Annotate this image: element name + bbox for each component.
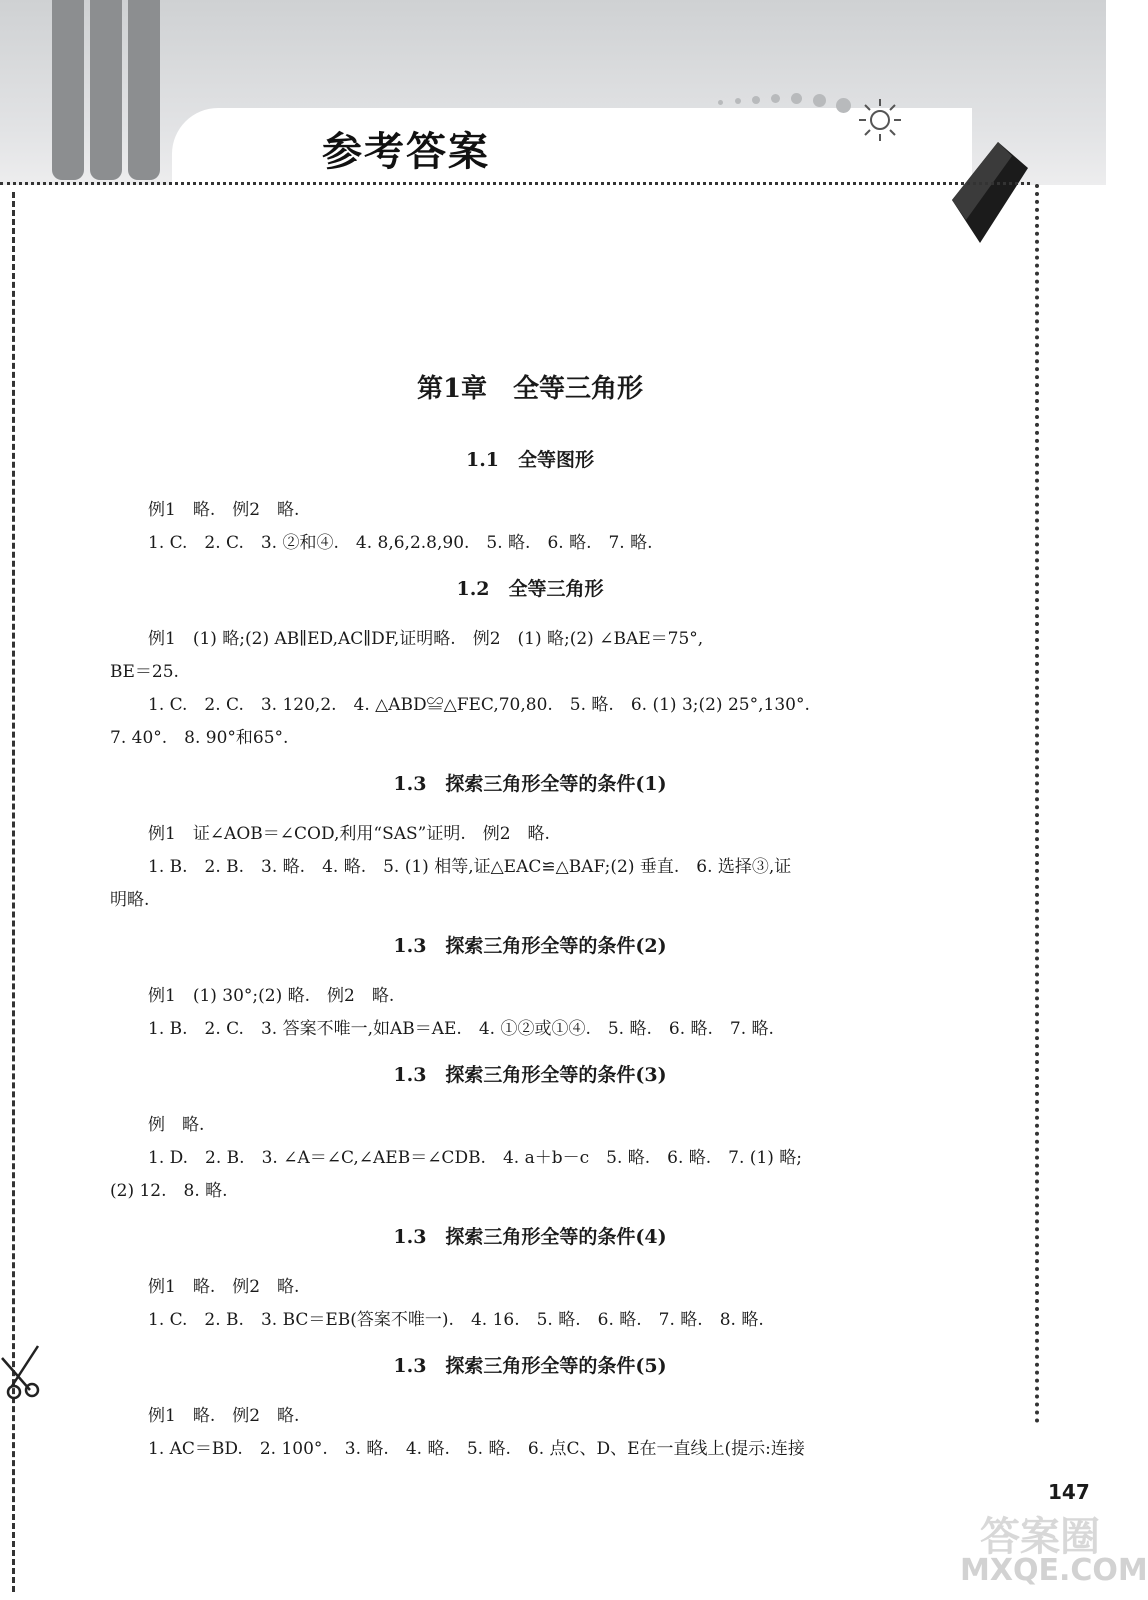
watermark-url: MXQE.COM xyxy=(960,1553,1148,1588)
section-title: 1.3 探索三角形全等的条件(2) xyxy=(393,935,667,957)
section-1-3-5 xyxy=(110,1351,950,1466)
answer-content xyxy=(110,368,950,1466)
answer-line: BE＝25. xyxy=(110,662,179,682)
decorative-stripe xyxy=(90,0,122,180)
decorative-dot xyxy=(791,93,802,104)
section-title: 1.3 探索三角形全等的条件(5) xyxy=(393,1355,667,1377)
answer-line: 1. B. 2. B. 3. 略. 4. 略. 5. (1) 相等,证△EAC≌△BAF;(2) 垂直. 6. 选择③,证 xyxy=(148,857,792,877)
chapter-title: 第1章 全等三角形 xyxy=(416,374,644,404)
answer-line: 例 略. xyxy=(148,1115,205,1135)
answer-line: 1. D. 2. B. 3. ∠A＝∠C,∠AEB＝∠CDB. 4. a＋b－c 5. 略. 6. 略. 7. (1) 略; xyxy=(148,1148,803,1168)
answer-line: 7. 40°. 8. 90°和65°. xyxy=(110,728,289,748)
section-title: 1.2 全等三角形 xyxy=(456,578,604,600)
title-tab xyxy=(172,108,972,190)
answer-line: 例1 证∠AOB＝∠COD,利用“SAS”证明. 例2 略. xyxy=(148,824,550,844)
decorative-stripe xyxy=(52,0,84,180)
section-1-3-2 xyxy=(110,931,950,1046)
answer-line: 例1 (1) 略;(2) AB∥ED,AC∥DF,证明略. 例2 (1) 略;(2) ∠BAE＝75°, xyxy=(148,629,704,649)
answer-line: 1. AC＝BD. 2. 100°. 3. 略. 4. 略. 5. 略. 6. 点C、D、E在一直线上(提示:连接 xyxy=(148,1439,805,1459)
section-1-1 xyxy=(110,445,950,560)
section-title: 1.3 探索三角形全等的条件(4) xyxy=(393,1226,667,1248)
decorative-dot xyxy=(735,98,741,104)
section-title: 1.3 探索三角形全等的条件(1) xyxy=(393,773,667,795)
answer-line: (2) 12. 8. 略. xyxy=(110,1181,228,1201)
answer-line: 1. C. 2. C. 3. ②和④. 4. 8,6,2.8,90. 5. 略. 6. 略. 7. 略. xyxy=(148,533,653,553)
answer-line: 例1 略. 例2 略. xyxy=(148,500,300,520)
page-title: 参考答案 xyxy=(322,129,490,175)
answer-line: 1. B. 2. C. 3. 答案不唯一,如AB＝AE. 4. ①②或①④. 5. 略. 6. 略. 7. 略. xyxy=(148,1019,774,1039)
decorative-dot xyxy=(813,94,826,107)
decorative-dot xyxy=(752,96,760,104)
answer-line: 1. C. 2. C. 3. 120,2. 4. △ABD≌△FEC,70,80. 5. 略. 6. (1) 3;(2) 25°,130°. xyxy=(148,695,810,715)
section-1-2 xyxy=(110,574,950,755)
sun-icon xyxy=(855,95,905,145)
section-title: 1.3 探索三角形全等的条件(3) xyxy=(393,1064,667,1086)
header-banner xyxy=(0,0,1106,185)
section-1-3-1 xyxy=(110,769,950,917)
decorative-stripe xyxy=(128,0,160,180)
answer-line: 例1 略. 例2 略. xyxy=(148,1277,300,1297)
top-dotted-border xyxy=(0,182,1030,185)
scissors-icon xyxy=(0,1340,42,1400)
answer-line: 例1 (1) 30°;(2) 略. 例2 略. xyxy=(148,986,395,1006)
answer-line: 明略. xyxy=(110,890,150,910)
diamond-icon xyxy=(950,140,1030,245)
page-number: 147 xyxy=(1048,1480,1090,1504)
decorative-dot xyxy=(771,94,780,103)
answer-line: 1. C. 2. B. 3. BC＝EB(答案不唯一). 4. 16. 5. 略. 6. 略. 7. 略. 8. 略. xyxy=(148,1310,764,1330)
decorative-dot xyxy=(836,98,851,113)
section-1-3-3 xyxy=(110,1060,950,1208)
right-dotted-border xyxy=(1035,184,1039,1424)
section-title: 1.1 全等图形 xyxy=(465,449,595,471)
watermark-logo: 答案圈 xyxy=(980,1514,1100,1560)
decorative-dot xyxy=(718,100,723,105)
answer-line: 例1 略. 例2 略. xyxy=(148,1406,300,1426)
section-1-3-4 xyxy=(110,1222,950,1337)
